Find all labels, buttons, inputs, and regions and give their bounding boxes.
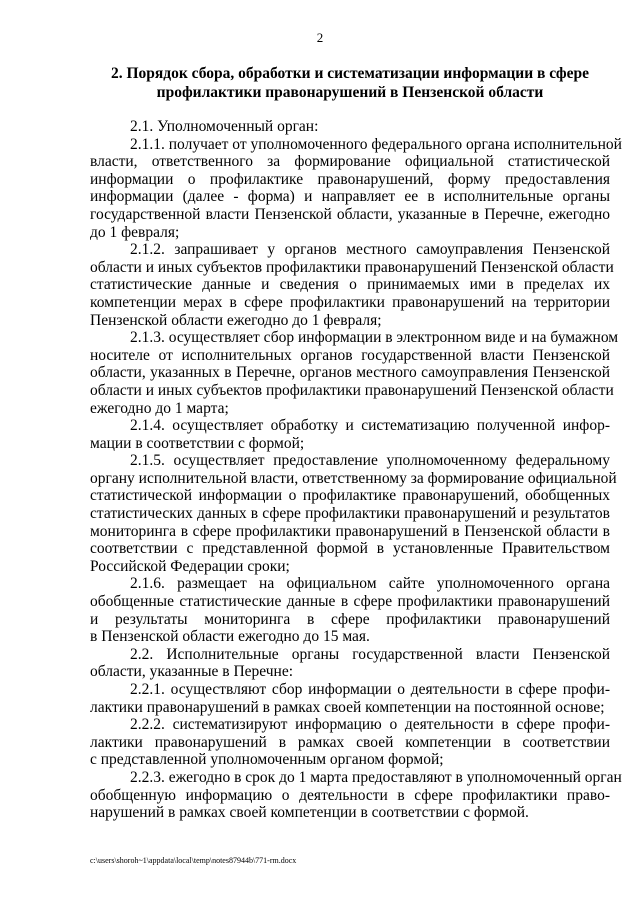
paragraph [90,646,610,681]
paragraph-line: статистические данные и сведения о принимаемых ими в пределах их [90,276,610,294]
paragraph-line: Российской Федерации сроки; [90,557,290,575]
file-path-footer: c:\users\shoroh~1\appdata\local\temp\notes87944b\771-rm.docx [90,856,297,865]
paragraph [90,716,610,769]
paragraph-line: 2.1.3. осуществляет сбор информации в электронном виде и на бумажном [130,329,619,347]
paragraph-line: мации в соответствии с формой; [90,434,305,452]
section-heading-line: 2. Порядок сбора, обработки и систематизации информации в сфере [110,65,590,82]
paragraph-line: информации о профилактике правонарушений, форму предоставления [90,170,610,188]
paragraph-line: соответствии с представленной формой в установленные Правительством [90,540,610,558]
section-heading [90,64,610,102]
paragraph [90,241,614,329]
paragraph-line: Пензенской области ежегодно до 1 февраля; [90,311,382,329]
paragraph-line: государственной власти Пензенской области, указанные в Перечне, ежегодно [90,205,610,223]
paragraph-line: 2.1. Уполномоченный орган: [130,118,319,135]
paragraph-line: 2.1.1. получает от уполномоченного федерального органа исполнительной [130,135,622,153]
paragraph-line: ежегодно до 1 марта; [90,399,229,417]
paragraph-line: 2.2.3. ежегодно в срок до 1 марта предоставляют в уполномоченный орган [130,768,622,786]
paragraph [90,768,622,822]
paragraph [90,681,610,716]
paragraph-line: власти, ответственного за формирование официальной статистической [90,153,610,171]
paragraph-line: мониторинга в сфере профилактики правонарушений в Пензенской области в [90,522,610,540]
paragraph-line: 2.2. Исполнительные органы государственной власти Пензенской [130,645,610,663]
paragraph-line: области, указанные в Перечне: [90,663,294,681]
paragraph-line: статистических данных в сфере профилактики правонарушений и результатов [90,505,610,523]
paragraph-line: лактики правонарушений в рамках своей компетенции на постоянной основе; [90,698,605,716]
paragraph-line: 2.1.2. запрашивает у органов местного самоуправления Пензенской [130,241,610,259]
paragraph-line: области, указанных в Перечне, органов местного самоуправления Пензенской [90,364,610,382]
document-body [90,118,622,822]
paragraph-line: в Пензенской области ежегодно до 15 мая. [90,628,370,646]
paragraph [90,575,610,645]
paragraph-line: 2.2.2. систематизируют информацию о деятельности в сфере профи- [130,716,610,734]
section-heading-line: профилактики правонарушений в Пензенской области [156,84,544,101]
paragraph-line: носителе от исполнительных органов государственной власти Пензенской [90,346,610,364]
paragraph-line: с представленной уполномоченным органом формой; [90,751,444,769]
paragraph [90,329,619,417]
paragraph-line: 2.1.5. осуществляет предоставление уполномоченному федеральному [130,452,610,470]
paragraph-line: 2.1.6. размещает на официальном сайте уполномоченного органа [130,575,610,593]
paragraph-line: до 1 февраля; [90,223,180,241]
paragraph [90,118,610,136]
paragraph [90,135,622,242]
paragraph-line: компетенции мерах в сфере профилактики правонарушений на территории [90,293,610,311]
paragraph-line: нарушений в рамках своей компетенции в соответствии с формой. [90,804,529,822]
paragraph-line: обобщенную информацию о деятельности в сфере профилактики право- [90,786,610,804]
paragraph-line: статистической информации о профилактике правонарушений, обобщенных [90,487,610,505]
paragraph-line: лактики правонарушений в рамках своей компетенции в соответствии [90,733,610,751]
paragraph [90,417,610,452]
paragraph-line: органу исполнительной власти, ответственному за формирование официальной [90,469,617,487]
paragraph-line: 2.1.4. осуществляет обработку и систематизацию полученной инфор- [130,417,610,435]
paragraph-line: и результаты мониторинга в сфере профилактики правонарушений [90,610,610,628]
paragraph-line: обобщенные статистические данные в сфере профилактики правонарушений [90,593,610,611]
paragraph [90,452,617,575]
paragraph-line: области и иных субъектов профилактики правонарушений Пензенской области [90,381,614,399]
paragraph-line: информации (далее - форма) и направляет ее в исполнительные органы [90,188,610,206]
paragraph-line: 2.2.1. осуществляют сбор информации о деятельности в сфере профи- [130,681,610,698]
page-number: 2 [316,30,324,45]
paragraph-line: области и иных субъектов профилактики правонарушений Пензенской области [90,258,614,276]
